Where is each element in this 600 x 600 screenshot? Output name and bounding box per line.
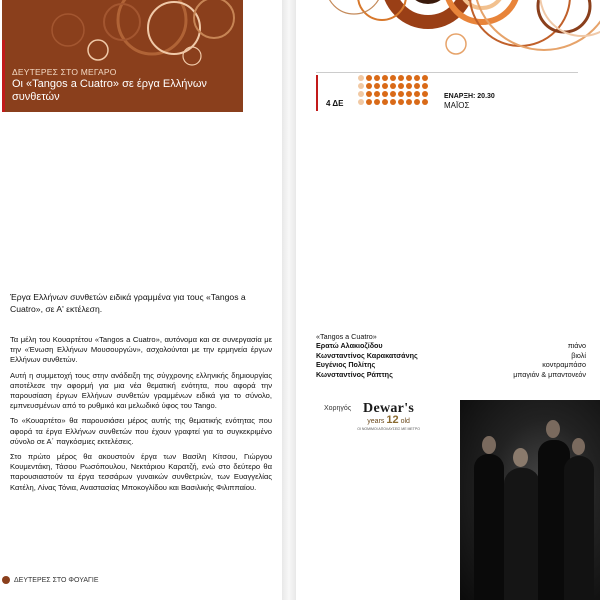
performer-instrument: πιάνο <box>567 341 586 351</box>
paragraph: Τα μέλη του Κουαρτέτου «Tangos a Cuatro», αυτόνομα και σε συνεργασία με την «Ένωση Ελλήνων Μουσουργών», ασχολούνται με την ερμηνεία έργων Ελλήνων συνθετών. <box>10 335 272 365</box>
calendar-dot <box>382 91 388 97</box>
paragraph: Το «Κουαρτέτο» θα παρουσιάσει μέρος αυτής της θεματικής ενότητας που αφορά τα έργα Ελλήνων συνθετών που έχουν γραφτεί για το συγκεκριμένο σύνολο σε Α΄ παγκόσμιες εκτελέσεις. <box>10 416 272 446</box>
sponsor-block <box>324 402 420 431</box>
calendar-dot <box>398 99 404 105</box>
ensemble-photo <box>460 400 600 600</box>
calendar-dot <box>390 99 396 105</box>
performer-instrument: κοντραμπάσο <box>542 360 586 370</box>
calendar-dot <box>366 91 372 97</box>
musician-figure <box>504 468 540 600</box>
sponsor-label: Χορηγός <box>324 405 352 412</box>
calendar-dot <box>398 83 404 89</box>
calendar-dot <box>390 91 396 97</box>
cast-row <box>316 370 586 379</box>
calendar-dot <box>406 83 412 89</box>
musician-head <box>513 448 528 467</box>
day-label: 4 ΔΕ <box>326 99 344 108</box>
performer-instrument: βιολί <box>571 350 586 360</box>
footer-section-label: ΔΕΥΤΕΡΕΣ ΣΤΟ ΦΟΥΑΓΙΕ <box>14 576 99 584</box>
sponsor-age-suffix: old <box>400 418 410 425</box>
calendar-dot-grid <box>358 75 429 106</box>
calendar-dot <box>374 83 380 89</box>
calendar-dot <box>390 75 396 81</box>
sponsor-age <box>367 416 410 426</box>
start-time: ΕΝΑΡΞΗ: 20.30 <box>444 93 495 100</box>
performer-name: Ευγένιος Πολίτης <box>316 360 376 370</box>
calendar-dot <box>366 75 372 81</box>
cast-list <box>316 332 586 379</box>
calendar-dot <box>406 99 412 105</box>
cast-row <box>316 351 586 360</box>
calendar-dot <box>414 75 420 81</box>
page-footer <box>2 574 99 586</box>
sponsor-age-prefix: years <box>367 418 385 425</box>
calendar-dot <box>366 99 372 105</box>
musician-figure <box>474 454 504 600</box>
calendar-dot <box>422 99 428 105</box>
intro-text: Έργα Ελλήνων συνθετών ειδικά γραμμένα για τους «Tangos a Cuatro», σε Α' εκτέλεση. <box>10 292 246 314</box>
calendar-dot <box>374 75 380 81</box>
calendar-dot <box>358 75 364 81</box>
paragraph: Στο πρώτο μέρος θα ακουστούν έργα των Βασίλη Κίτσου, Γιώργου Κουμεντάκη, Τάσου Ρωσόπουλου, Νεκτάριου Καρατζή, ενώ στο δεύτερο θα παρουσιαστούν τα έργα τεσσάρων γυναικών συνθετριών, των Ευαγγελίας Κατέλη, Λίνας Τόνια, Αναστασίας Μποκογλίδου και Βασιλικής Φιλιππαίου. <box>10 452 272 492</box>
program-header <box>2 0 243 112</box>
calendar-dot <box>422 91 428 97</box>
musician-head <box>546 420 560 438</box>
calendar-dot <box>414 91 420 97</box>
calendar-dot <box>382 75 388 81</box>
calendar-dot <box>366 83 372 89</box>
performer-name: Κωνσταντίνος Ράπτης <box>316 369 393 379</box>
calendar-dot <box>398 91 404 97</box>
footer-dot-icon <box>2 576 10 584</box>
calendar-dot <box>390 83 396 89</box>
description-body <box>10 335 272 498</box>
right-page <box>296 0 600 600</box>
calendar-dot <box>374 91 380 97</box>
calendar-dot <box>358 91 364 97</box>
sponsor-fine-print: ΟΙ ΝΟΜΙΜΟΙ ΑΠΟΛΑΥΣΕΙΣ ΜΕ ΜΕΤΡΟ <box>357 427 420 431</box>
calendar-dot <box>422 83 428 89</box>
calendar-dot <box>382 83 388 89</box>
ensemble-name: «Tangos a Cuatro» <box>316 332 377 341</box>
performance-date <box>316 72 578 111</box>
calendar-dot <box>414 99 420 105</box>
calendar-dot <box>422 75 428 81</box>
cast-row <box>316 341 586 350</box>
series-label: ΔΕΥΤΕΡΕΣ ΣΤΟ ΜΕΓΑΡΟ <box>12 67 117 77</box>
cast-row <box>316 360 586 369</box>
performer-instrument: μπαγιάν & μπαντονεόν <box>513 369 586 379</box>
performer-name: Ερατώ Αλακιοζίδου <box>316 341 383 351</box>
calendar-dot <box>374 99 380 105</box>
month-label: ΜΑΪΟΣ <box>444 101 470 110</box>
calendar-dot <box>406 75 412 81</box>
sponsor-brand: Dewar's <box>363 401 415 416</box>
calendar-dot <box>414 83 420 89</box>
musician-figure <box>564 456 594 600</box>
left-page <box>0 0 282 600</box>
calendar-dot <box>406 91 412 97</box>
paragraph: Αυτή η συμμετοχή τους στην ανάδειξη της σύγχρονης ελληνικής δημιουργίας αποτέλεσε την αφορμή για μια νέα θεματική ενότητα, που αφορά την παρουσίαση έργων Ελλήνων συνθετών γραμμένων ειδικά για το σύνολο, εμπνευσμένων από το ρυθμικό και μελωδικό ύφος του Tango. <box>10 370 272 411</box>
musician-head <box>572 438 585 455</box>
accent-bar <box>2 40 5 112</box>
calendar-dot <box>382 99 388 105</box>
concert-title: Οι «Tangos a Cuatro» σε έργα Ελλήνων συνθετών <box>12 78 207 103</box>
calendar-dot <box>358 99 364 105</box>
sponsor-age-number: 12 <box>386 414 399 426</box>
page-gutter <box>282 0 296 600</box>
sponsor-logo <box>357 402 420 431</box>
calendar-dot <box>398 75 404 81</box>
calendar-dot <box>358 83 364 89</box>
musician-head <box>482 436 496 454</box>
accent-bar <box>316 75 318 111</box>
performer-name: Κωνσταντίνος Καρακατσάνης <box>316 350 418 360</box>
